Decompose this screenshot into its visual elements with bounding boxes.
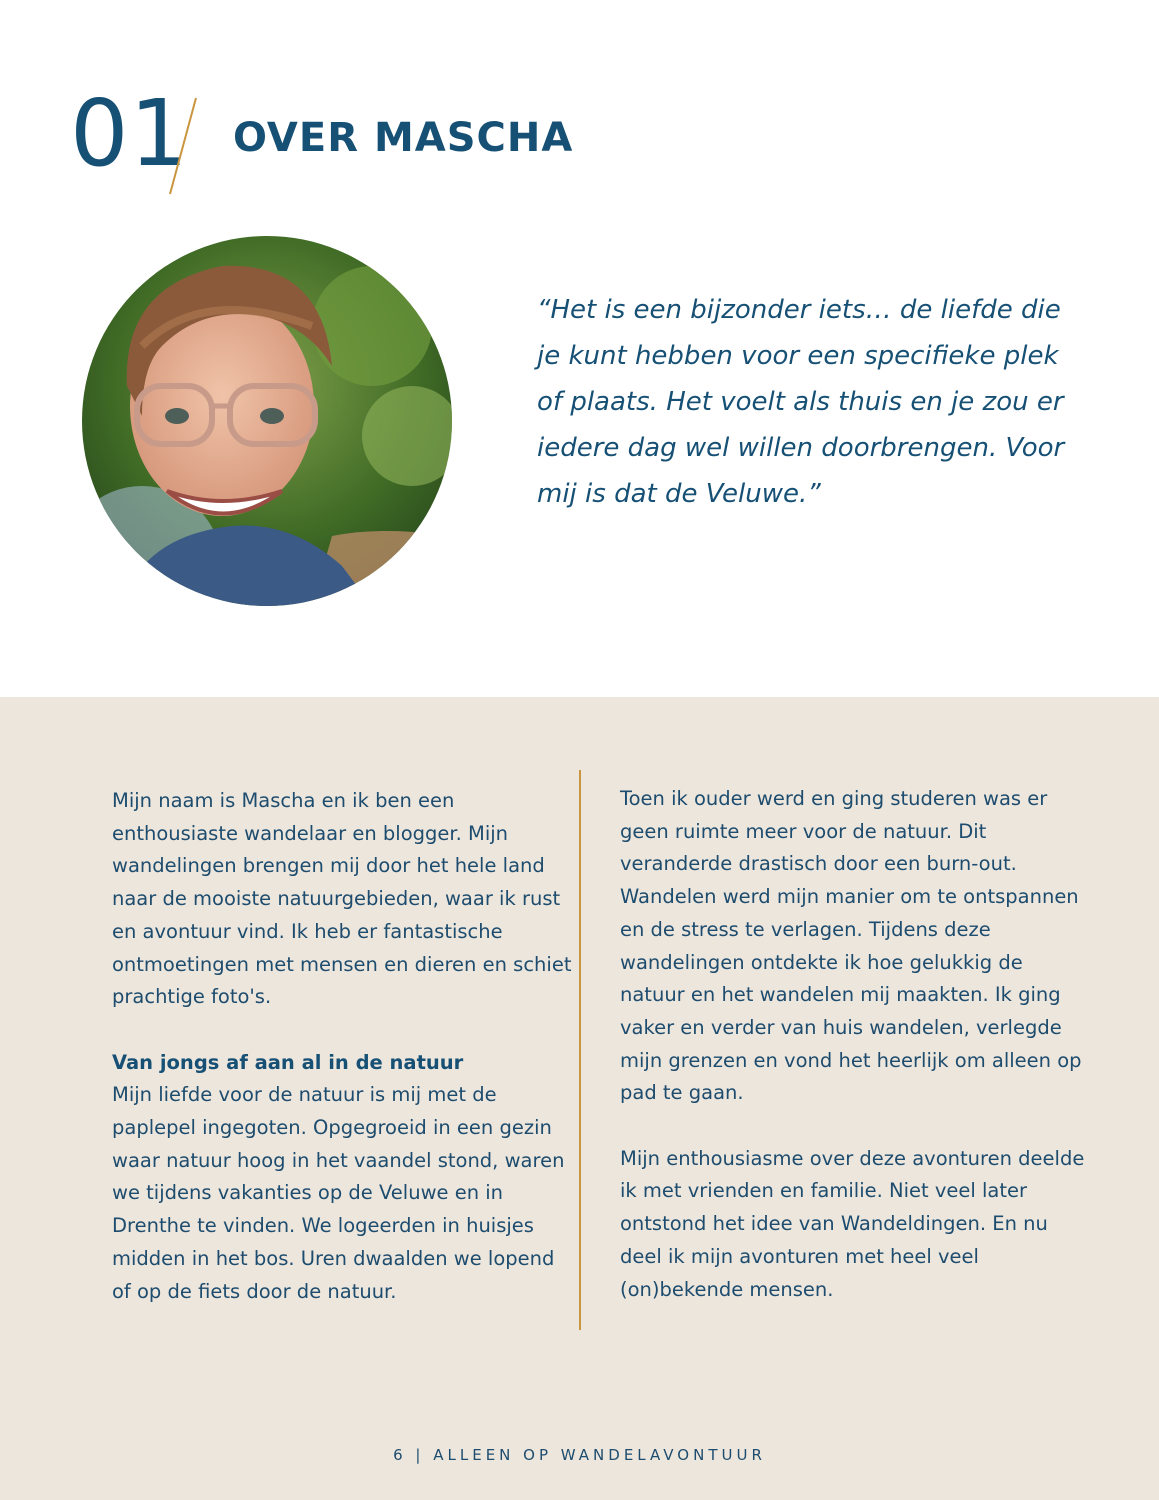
column-divider [579, 770, 581, 1330]
section-subheading: Van jongs af aan al in de natuur [112, 1050, 464, 1074]
chapter-title: OVER MASCHA [233, 115, 574, 161]
intro-paragraph: Mijn naam is Mascha en ik ben een enthousiaste wandelaar en blogger. Mijn wandelingen brengen mij door het hele land naar de mooiste natuurgebieden, waar ik rust en avontuur vind. Ik heb er fantastische ontmoetingen met mensen en dieren en schiet prachtige foto's. [112, 789, 572, 1009]
wandeldingen-paragraph: Mijn enthousiasme over deze avonturen deelde ik met vrienden en familie. Niet veel later ontstond het idee van Wandeldingen. En nu deel ik mijn avonturen met heel veel (on)bekende mensen. [620, 1146, 1085, 1301]
page-footer: 6 | ALLEEN OP WANDELAVONTUUR [393, 1446, 766, 1464]
slash-divider-icon [160, 96, 200, 196]
portrait-photo [82, 236, 452, 606]
childhood-paragraph: Mijn liefde voor de natuur is mij met de paplepel ingegoten. Opgegroeid in een gezin waar natuur hoog in het vaandel stond, waren we tijdens vakanties op de Veluwe en in Drenthe te vinden. We logeerden in huisjes midden in het bos. Uren dwaalden we lopend of op de fiets door de natuur. [112, 1083, 565, 1303]
burnout-paragraph: Toen ik ouder werd en ging studeren was er geen ruimte meer voor de natuur. Dit veranderde drastisch door een burn-out. Wandelen werd mijn manier om te ontspannen en de stress te verlagen. Tijdens deze wandelingen ontdekte ik hoe gelukkig de natuur en het wandelen mij maakten. Ik ging vaker en verder van huis wandelen, verlegde mijn grenzen en vond het heerlijk om alleen op pad te gaan. [620, 787, 1082, 1105]
left-column [112, 785, 572, 1308]
chapter-number: 01 [70, 80, 190, 187]
pull-quote: “Het is een bijzonder iets… de liefde die je kunt hebben voor een specifieke plek of plaats. Het voelt als thuis en je zou er iedere dag wel willen doorbrengen. Voor mij is dat de Veluwe.” [537, 295, 1065, 509]
right-column [620, 783, 1090, 1306]
